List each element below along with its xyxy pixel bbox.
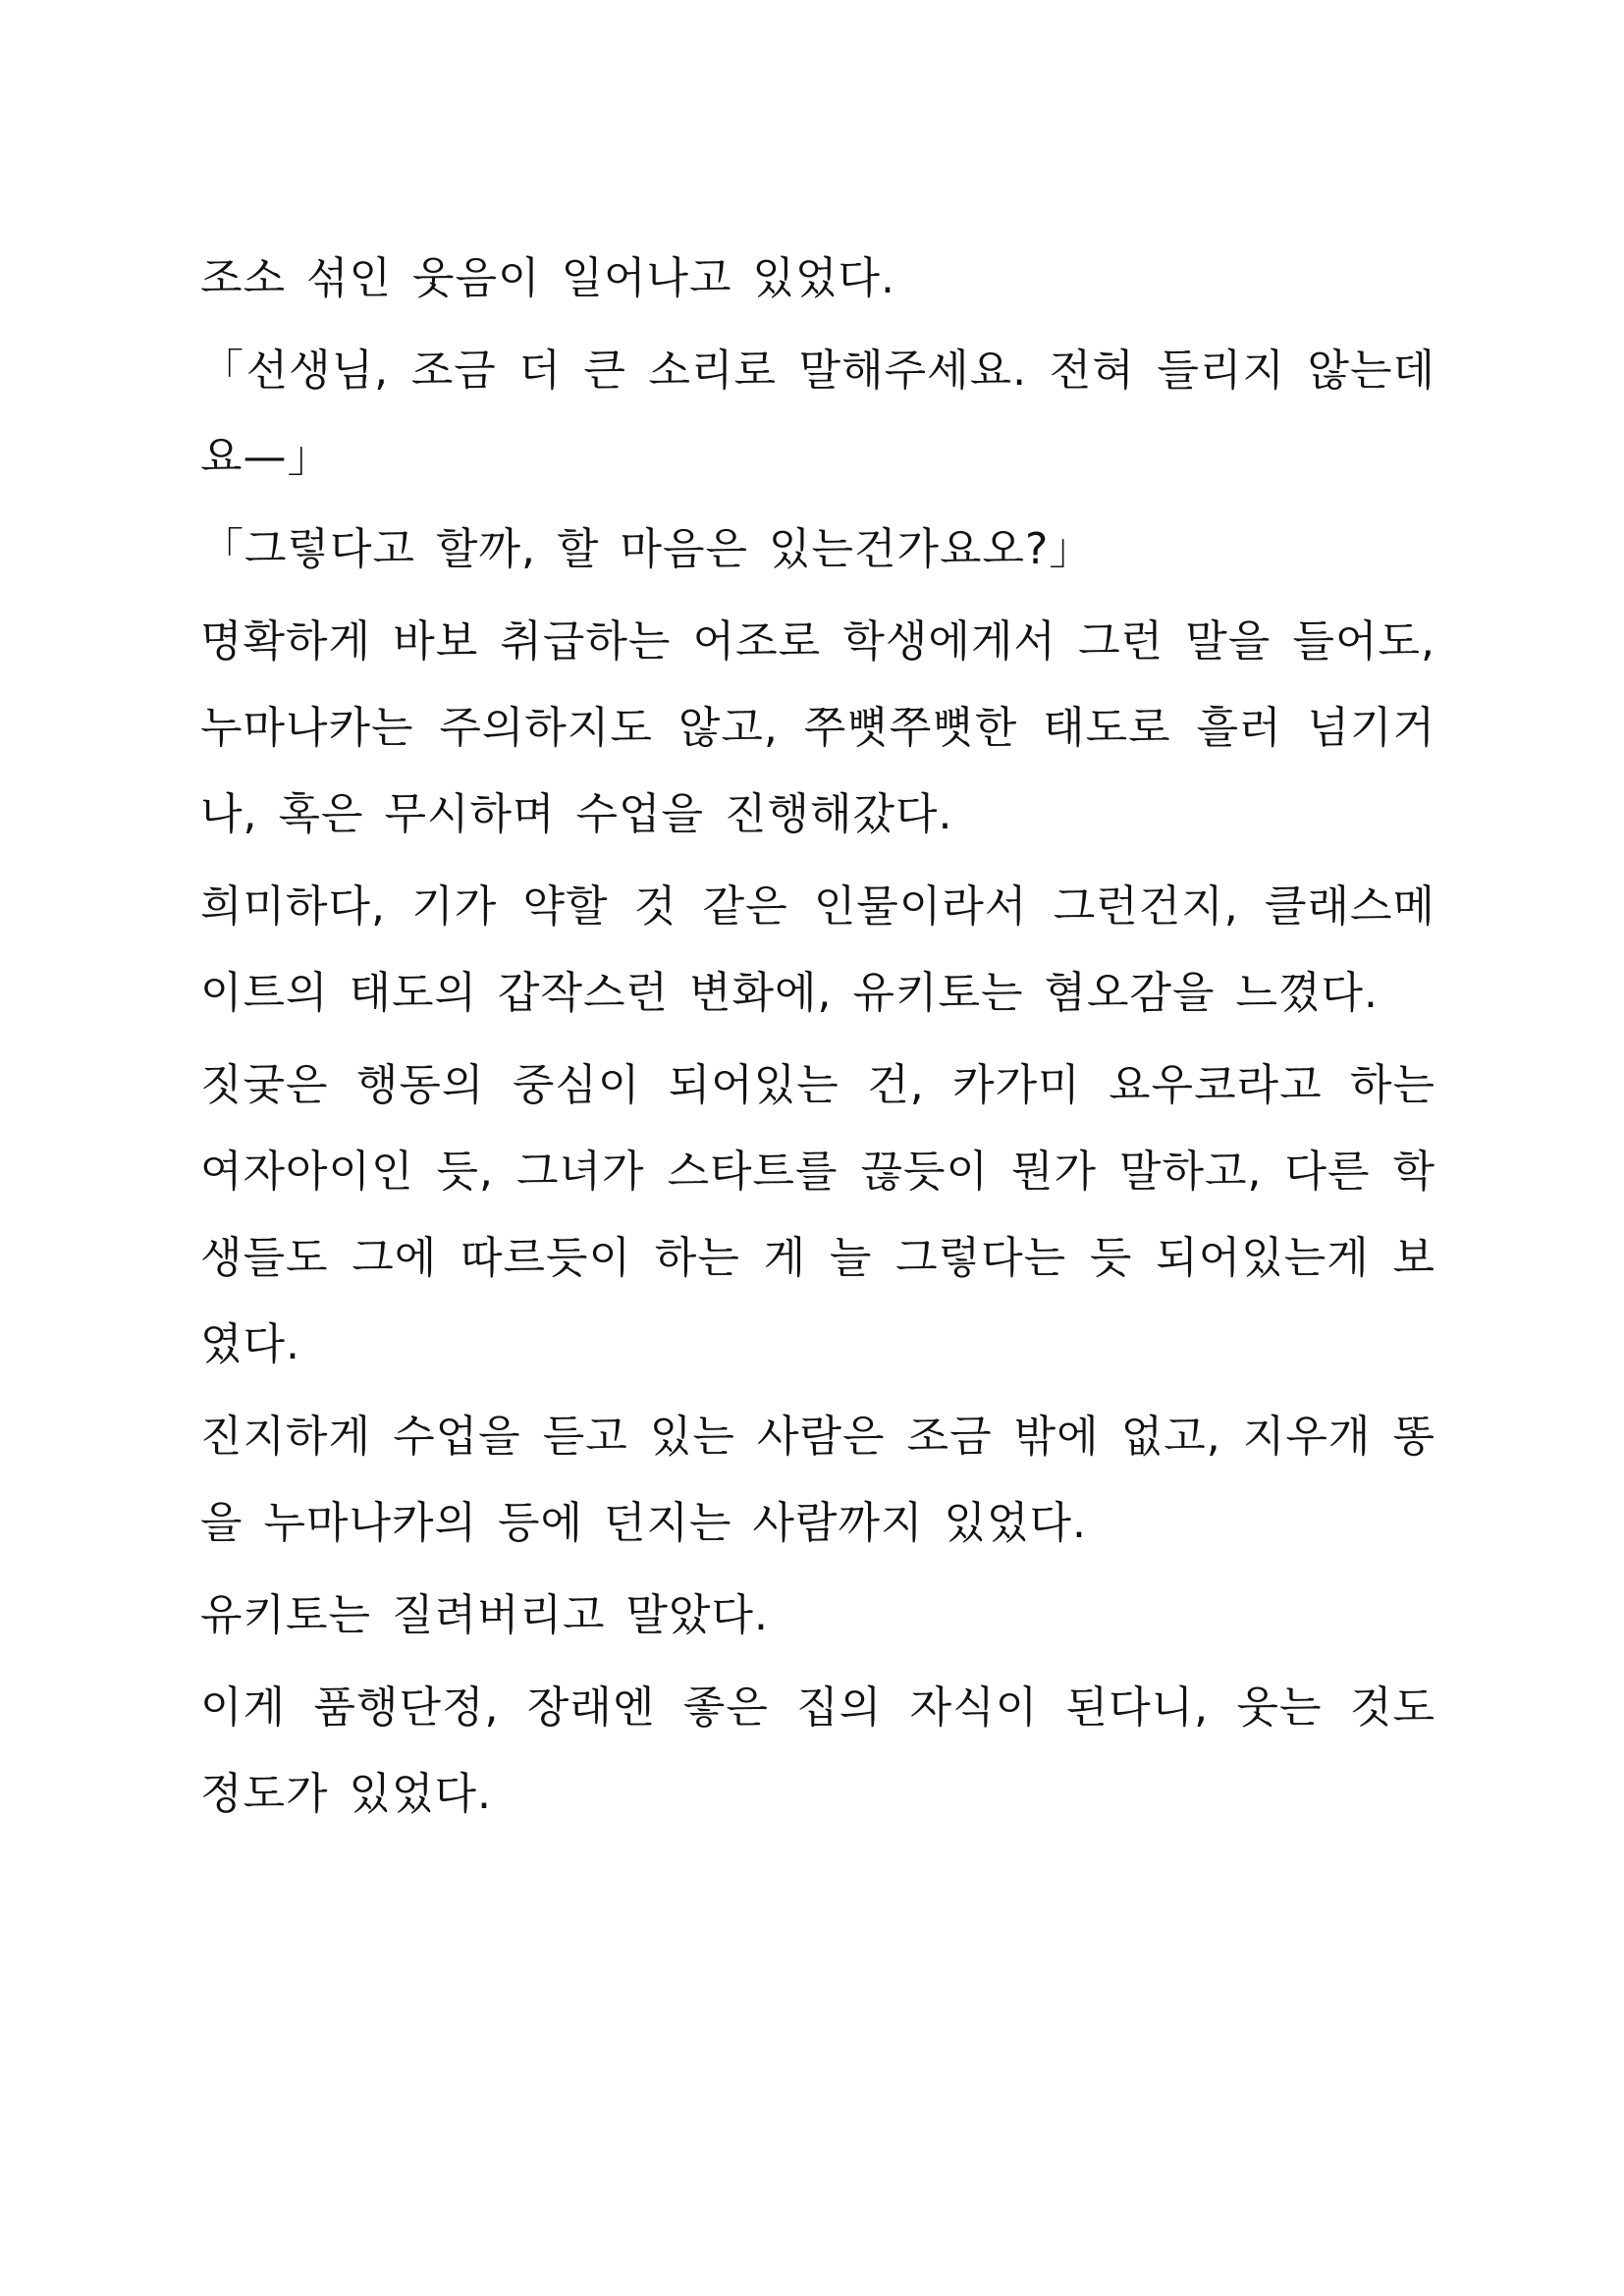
- paragraph: 이게 품행단정, 장래엔 좋은 집의 자식이 된다니, 웃는 것도 정도가 있었다.: [200, 1682, 1435, 1819]
- paragraph: 명확하게 바보 취급하는 어조로 학생에게서 그런 말을 들어도, 누마나카는 주의하지도 않고, 쭈뼛쭈뼛한 태도로 흘러 넘기거나, 혹은 무시하며 수업을 진행해갔다.: [200, 616, 1435, 839]
- paragraph: 조소 섞인 웃음이 일어나고 있었다.: [200, 253, 895, 303]
- paragraph: 「그렇다고 할까, 할 마음은 있는건가요오?」: [200, 524, 1094, 574]
- body-text: [200, 236, 1435, 1843]
- paragraph: 「선생님, 조금 더 큰 소리로 말해주세요. 전혀 들리지 않는데요—」: [200, 346, 1435, 482]
- paragraph: 진지하게 수업을 듣고 있는 사람은 조금 밖에 없고, 지우개 똥을 누마나카의 등에 던지는 사람까지 있었다.: [200, 1412, 1435, 1548]
- paragraph: 짓궂은 행동의 중심이 되어있는 건, 카가미 요우코라고 하는 여자아이인 듯, 그녀가 스타트를 끊듯이 뭔가 말하고, 다른 학생들도 그에 따르듯이 하는 게 늘 그렇다는 듯 되어있는게 보였다.: [200, 1060, 1435, 1369]
- paragraph: 유키토는 질려버리고 말았다.: [200, 1590, 770, 1640]
- paragraph: 희미하다, 기가 약할 것 같은 인물이라서 그런건지, 클래스메이트의 태도의 갑작스런 변화에, 유키토는 혐오감을 느꼈다.: [200, 881, 1435, 1018]
